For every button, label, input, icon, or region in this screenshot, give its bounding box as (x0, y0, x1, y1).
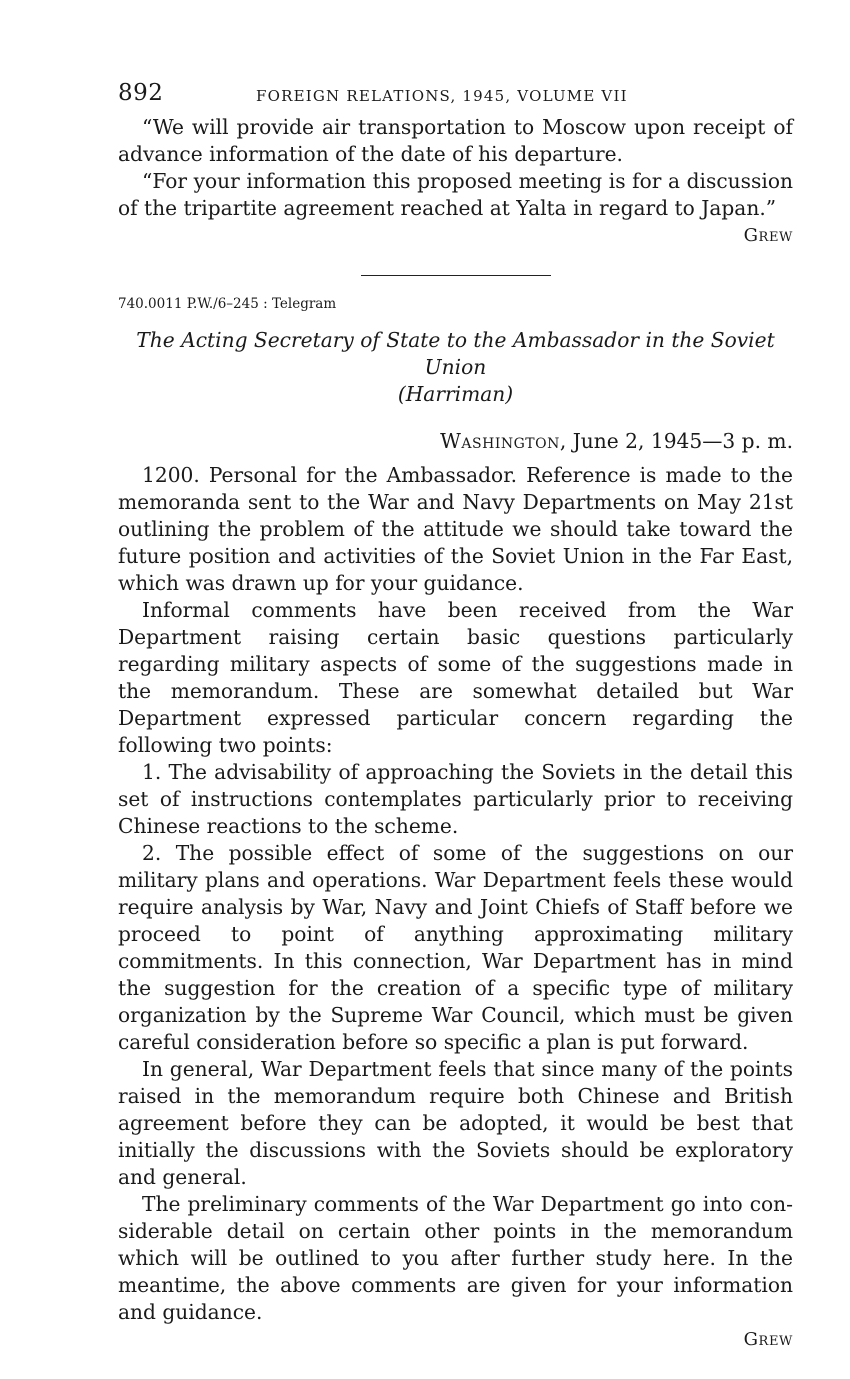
dateline-place: Washington (440, 429, 560, 453)
signature: Grew (743, 1329, 793, 1350)
body-paragraph: Informal comments have been received from the War Department raising certain basic questions particularly regarding military aspects of some of the suggestions made in the memorandum. These are somewhat detailed but War Department expressed particular concern regarding the following two points: (118, 598, 793, 757)
dateline (118, 428, 793, 455)
body-paragraph: In general, War Department feels that since many of the points raised in the memorandum require both Chinese and British agreement before they can be adopted, it would be best that initially the discussions with the Soviets should be exploratory and general. (118, 1057, 793, 1189)
body-paragraph: 1. The advisability of approaching the Soviets in the detail this set of instructions contemplates particularly prior to receiving Chinese reactions to the scheme. (118, 760, 793, 838)
page-number: 892 (118, 80, 164, 106)
prior-paragraph: “We will provide air transportation to Moscow upon receipt of advance information of the date of his departure. (118, 115, 793, 166)
section-divider (361, 275, 551, 276)
document-title-line: (Harriman) (397, 382, 514, 406)
telegram-document (118, 294, 793, 1353)
document-title (118, 327, 793, 408)
dateline-date: , June 2, 1945—3 p. m. (559, 429, 793, 453)
prior-paragraph: “For your information this proposed meeting is for a discussion of the tripartite agreement reached at Yalta in regard to Japan.” (118, 169, 793, 220)
running-header (118, 80, 793, 114)
document-page (118, 80, 793, 1353)
file-reference: 740.0011 P.W./6–245 : Telegram (118, 296, 337, 312)
prior-signature: Grew (743, 225, 793, 246)
prior-document-ending (118, 114, 793, 249)
body-paragraph: 1200. Personal for the Ambassador. Reference is made to the memoranda sent to the War and Navy Departments on May 21st outlining the problem of the attitude we should take toward the future position and activities of the Soviet Union in the Far East, which was drawn up for your guidance. (118, 463, 793, 595)
body-paragraph: The preliminary comments of the War Department go into considerable detail on certain other points in the memorandum which will be outlined to you after further study here. In the meantime, the above comments are given for your information and guidance. (118, 1192, 793, 1324)
body-paragraph: 2. The possible effect of some of the suggestions on our military plans and operations. War Department feels these would require analysis by War, Navy and Joint Chiefs of Staff before we proceed to point of anything approximating military commitments. In this connection, War Department has in mind the suggestion for the creation of a specific type of military organization by the Supreme War Council, which must be given careful consideration before so specific a plan is put forward. (118, 841, 793, 1054)
document-title-line: The Acting Secretary of State to the Ambassador in the Soviet Union (136, 328, 775, 379)
running-header-title: FOREIGN RELATIONS, 1945, VOLUME VII (256, 87, 628, 105)
